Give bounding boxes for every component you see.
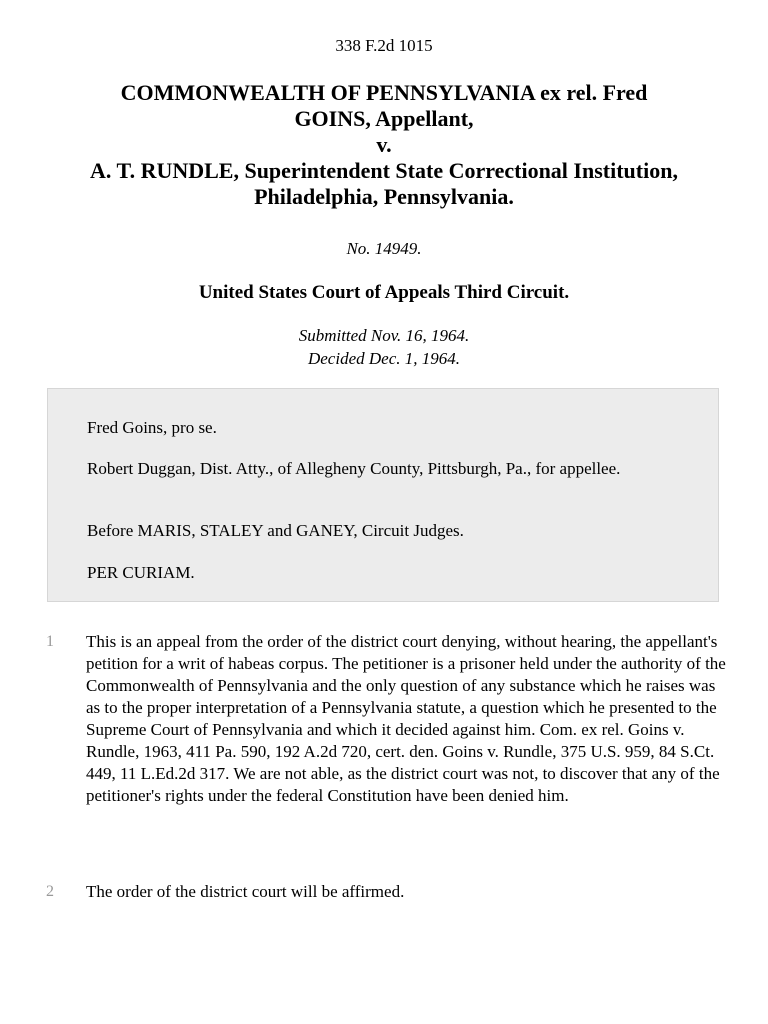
case-title-line-2: GOINS, Appellant, bbox=[294, 106, 474, 131]
case-citation: 338 F.2d 1015 bbox=[335, 36, 433, 55]
submitted-date: Submitted Nov. 16, 1964. bbox=[298, 326, 470, 345]
counsel-box bbox=[47, 388, 719, 602]
case-title-line-5: Philadelphia, Pennsylvania. bbox=[254, 184, 514, 209]
per-curiam: PER CURIAM. bbox=[87, 563, 195, 582]
docket-number: No. 14949. bbox=[346, 239, 422, 258]
paragraph-text: The order of the district court will be affirmed. bbox=[86, 882, 405, 901]
case-title-line-1: COMMONWEALTH OF PENNSYLVANIA ex rel. Fred bbox=[120, 80, 648, 105]
judges-line: Before MARIS, STALEY and GANEY, Circuit Judges. bbox=[87, 521, 464, 540]
case-title bbox=[30, 80, 738, 210]
paragraph-number: 1 bbox=[46, 633, 54, 650]
case-dates bbox=[0, 324, 768, 370]
appellee-counsel: Robert Duggan, Dist. Atty., of Allegheny County, Pittsburgh, Pa., for appellee. bbox=[87, 459, 621, 478]
appellant-counsel: Fred Goins, pro se. bbox=[87, 418, 217, 437]
paragraph-number: 2 bbox=[46, 883, 54, 900]
court-name: United States Court of Appeals Third Circuit. bbox=[198, 282, 570, 303]
decided-date: Decided Dec. 1, 1964. bbox=[307, 349, 460, 368]
case-title-line-4: A. T. RUNDLE, Superintendent State Correctional Institution, bbox=[90, 158, 678, 183]
case-title-line-3: v. bbox=[376, 132, 392, 157]
paragraph-text: This is an appeal from the order of the district court denying, without hearing, the appellant's petition for a writ of habeas corpus. The petitioner is a prisoner held under the authority of the Commonwealth of Pennsylvania and the only question of any substance which he raises was as to the proper interpretation of a Pennsylvania statute, a question which he presented to the Supreme Court of Pennsylvania and which it decided against him. Com. ex rel. Goins v. Rundle, 1963, 411 Pa. 590, 192 A.2d 720, cert. den. Goins v. Rundle, 375 U.S. 959, 84 S.Ct. 449, 11 L.Ed.2d 317. We are not able, as the district court was not, to discover that any of the petitioner's rights under the federal Constitution have been denied him. bbox=[86, 632, 726, 805]
